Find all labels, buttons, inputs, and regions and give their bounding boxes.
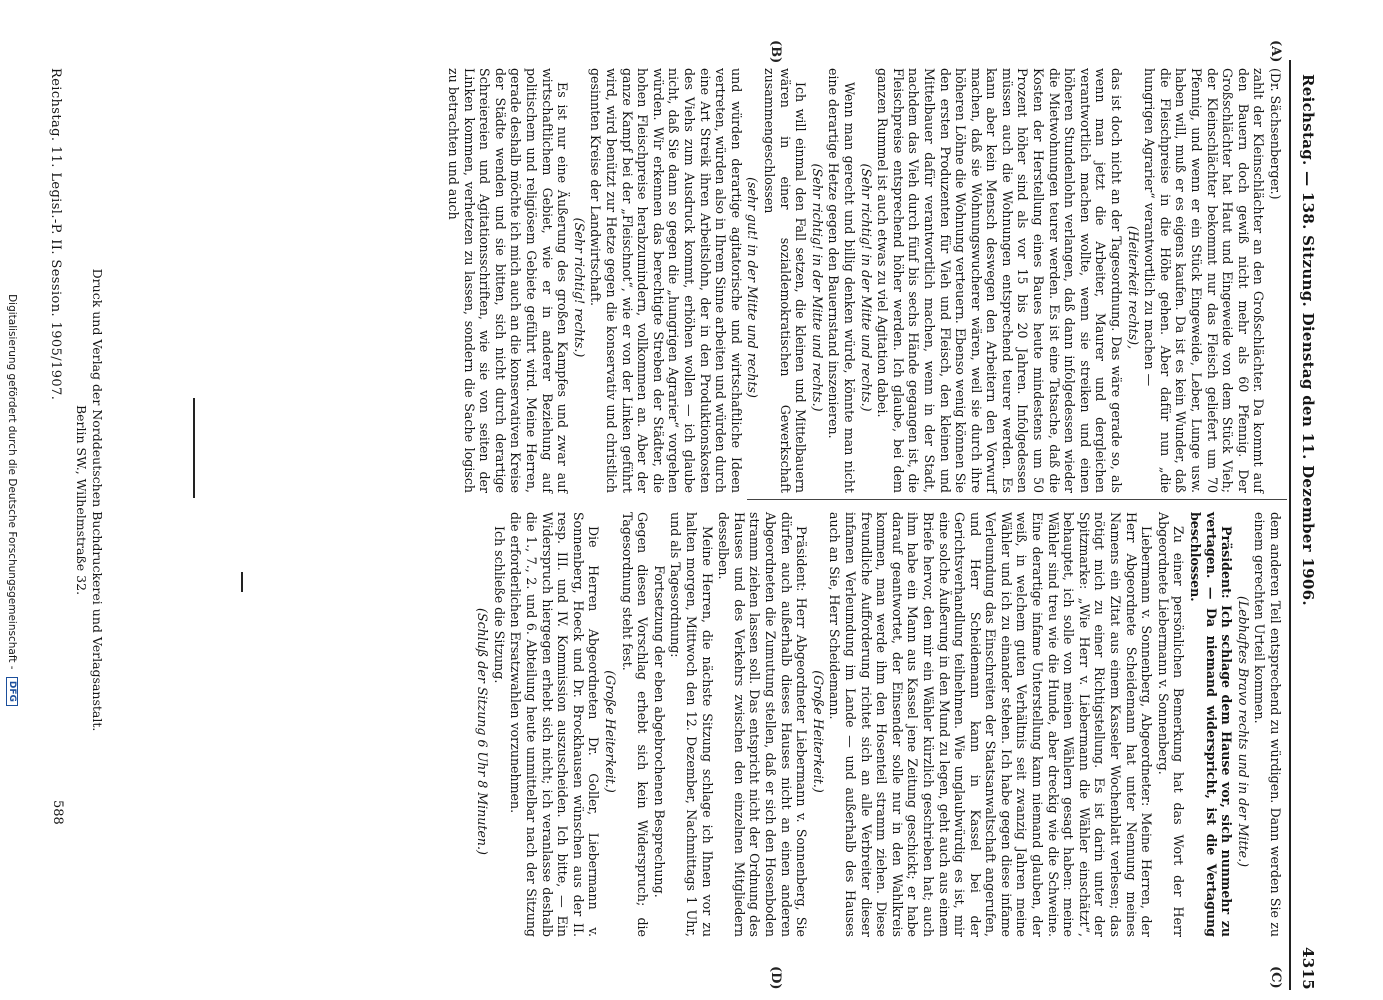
agenda-item: Fortsetzung der eben abgebrochenen Besprechung. <box>651 565 667 898</box>
paragraph: Die Herren Abgeordneten Dr. Goller, Liebermann v. Sonnenberg, Hoeck und Dr. Brockhausen wünschen aus der II. resp. III. und IV. Kommission auszuscheiden. Ich bitte, — Ein Widerspruch hiergegen erhebt sich nicht; ich veranlasse deshalb die 1., 7., 2. und 6. Abteilung heute unmittelbar nach der Sitzung die erforderlichen Ersatzwahlen vorzunehmen. <box>508 512 602 937</box>
footer-sheet-number: 588 <box>50 800 65 825</box>
printer-imprint <box>73 0 105 1000</box>
interjection: (Sehr richtig! in der Mitte und rechts.) <box>858 163 874 412</box>
paragraph: Ich schließe die Sitzung. <box>491 526 507 684</box>
margin-mark-b: (B) <box>768 40 783 64</box>
speaker-tag: (Dr. Sächsenberger.) <box>1268 68 1283 200</box>
page-number: 4315 <box>1299 947 1317 990</box>
digitization-credit <box>6 0 18 1000</box>
dfg-logo: DFG <box>6 677 18 706</box>
end-rule-left <box>193 398 195 498</box>
interjection: (Große Heiterkeit.) <box>810 670 826 793</box>
right-column <box>474 512 1283 937</box>
credit-text: Digitalisierung gefördert durch die Deutsche Forschungsgemeinschaft - <box>6 294 18 670</box>
president-statement: Präsident: Ich schlage dem Hause vor, sich nunmehr zu vertagen. — Da niemand widerspricht, ist die Vertagung beschlossen. <box>1188 512 1235 937</box>
president-statement: Präsident: Herr Abgeordneter Liebermann v. Sonnenberg, Sie dürfen auch außerhalb dieses Hauses nicht an einen anderen Abgeordneten die Zumutung stellen, daß er sich den Hosenboden stramm ziehen lassen soll. Das entspricht nicht der Ordnung des Hauses und des Verkehrs zwischen den einzelnen Mitgliedern desselben. <box>716 512 810 937</box>
paragraph: Wenn man gerecht und billig denken würde, könnte man nicht eine derartige Hetze gegen den Bauernstand inszenieren. <box>826 68 857 493</box>
paragraph: Ich will einmal den Fall setzen, die kleinen und Mittelbauern wären in einer sozialdemokratischen Gewerkschaft zusammengeschlossen <box>762 68 809 493</box>
interjection: (Lebhaftes Bravo rechts und in der Mitte.) <box>1235 595 1251 868</box>
paragraph: dem anderen Teil entsprechend zu würdigen. Dann werden Sie zu einem gerechten Urteil kommen. <box>1252 512 1283 937</box>
page-header <box>1293 60 1323 990</box>
header-title: Reichstag. — 138. Sitzung. Dienstag den 11. Dezember 1906. <box>1299 74 1317 606</box>
interjection: (Heiterkeit rechts), <box>1125 225 1141 350</box>
margin-mark-d: (D) <box>768 966 783 990</box>
paragraph: Meine Herren, die nächste Sitzung schlage ich Ihnen vor zu halten morgen, Mittwoch den 12. Dezember, Nachmittags 1 Uhr, und als Tagesordnung: <box>668 512 715 937</box>
paragraph: Es ist nur eine Äußerung des großen Kampfes und zwar auf wirtschaftlichem Gebiet, wie er in anderer Beziehung auf politischem und religiösem Gebiete geführt wird. Meine Herren, gerade deshalb möchte ich mich auch an die konservativen Kreise der Städte wenden und sie bitten, sich nicht durch derartige Schreiereien und Agitationsschriften, wie sie von seiten der Linken kommen, verhetzen zu lassen, sondern die Sache logisch zu betrachten und auch <box>446 68 571 493</box>
speaker-paragraph: Liebermann v. Sonnenberg, Abgeordneter: Meine Herren, der Herr Abgeordnete Scheidemann hat unter Nennung meines Namens ein Zitat aus einem Kasseler Wochenblatt verlesen; das nötigt mich zu einer Richtigstellung. Es ist darin unter der Spitzmarke: „Wie Herr v. Liebermann die Wähler einschätzt“, behauptet, ich solle von meinen Wählern gesagt haben: meine Wähler sind treu wie die Hunde, aber dreckig wie die Schweine. Eine derartige infame Unterstellung kann niemand glauben, der weiß, in welchem guten Verhältnis seit zwanzig Jahren meine Wähler und ich zu einander stehen. Ich habe gegen diese infame Verleumdung das Einschreiten der Staatsanwaltschaft angerufen, und Herr Scheidemann kann in Kassel bei der Gerichtsverhandlung teilnehmen. Wie unglaubwürdig es ist, mir eine solche Äußerung in den Mund zu legen, geht auch aus einem Briefe hervor, den mir ein Wähler kürzlich geschrieben hat; auch ihm habe ein Mann aus Kassel jene Zeitung geschickt; er habe darauf geantwortet, der Einsender solle nur in den Wahlkreis kommen, man werde ihm den Hosenteil stramm ziehen. Diese freundliche Aufforderung richtet sich an alle Verbreiter dieser infamen Verleumdung im Lande — und außerhalb des Hauses auch an Sie, Herr Scheidemann. <box>827 512 1155 937</box>
end-rule-right <box>241 572 243 592</box>
session-close: (Schluß der Sitzung 6 Uhr 8 Minuten.) <box>475 608 491 855</box>
paragraph: und würden derartige agitatorische und wirtschaftliche Ideen vertreten, würden also in Ihrem Sinne arbeiten und würden durch eine Art Streik ihren Arbeitslohn, der in den Produktionskosten des Viehs zum Ausdruck kommt, erhöhen wollen — ich glaube nicht, daß Sie dann so gegen die „hungrigen Agrarier“ vorgehen würden. Wir erkennen das berechtigte Streben der Städter, die hohen Fleischpreise herabzumindern, vollkommen an. Aber der ganze Kampf bei der „Fleischnot“, wie er von der Linken geführt wird, wird benützt zur Hetze gegen die konservativ und christlich gesinnten Kreise der Landwirtschaft. <box>588 68 744 493</box>
margin-mark-a: (A) <box>1268 40 1283 63</box>
imprint-line-2: Berlin SW., Wilhelmstraße 32. <box>74 404 89 596</box>
left-column <box>445 68 1283 493</box>
header-rule <box>1289 60 1291 990</box>
footer-session: Reichstag. 11. Legisl.-P. II. Session. 1905/1907. <box>48 68 63 401</box>
interjection: (Sehr richtig! rechts.) <box>571 217 587 358</box>
interjection: (Große Heiterkeit.) <box>603 670 619 793</box>
imprint-line-1: Druck und Verlag der Norddeutschen Buchdruckerei und Verlagsanstalt. <box>90 268 105 732</box>
margin-mark-c: (C) <box>1268 966 1283 989</box>
paragraph: zahlt der Kleinschlächter an den Großschlächter. Da kommt auf den Bauern doch gewiß nicht mehr als 60 Pfennig. Der Großschlächter hat Haut und Eingeweide von dem Stück Vieh; der Kleinschlächter bekommt nur das Fleisch geliefert um 70 Pfennig, und wenn er ein Stück Eingeweide, Leber, Lunge usw. haben will, muß er es eigens kaufen. Da ist es kein Wunder, daß die Fleischpreise in die Höhe gehen. Aber dafür nun „die hungrigen Agrarier“ verantwortlich zu machen — <box>1142 68 1267 493</box>
paragraph: Zu einer persönlichen Bemerkung hat das Wort der Herr Abgeordnete Liebermann v. Sonnenberg. <box>1155 512 1187 937</box>
paragraph: Gegen diesen Vorschlag erhebt sich kein Widerspruch; die Tagesordnung steht fest. <box>619 512 651 937</box>
interjection: (sehr gut! in der Mitte und rechts) <box>745 177 761 398</box>
interjection: (Sehr richtig! in der Mitte und rechts.) <box>809 163 825 412</box>
column-divider <box>747 499 1287 500</box>
paragraph: das ist doch nicht an der Tagesordnung. Das wäre gerade so, als wenn man jetzt die Arbeiter, Maurer und dergleichen verantwortlich machen wollte, wenn sie streiken und einen höheren Stundenlohn verlangen, daß dann infolgedessen wieder die Mietwohnungen teurer werden. Es ist eine Tatsache, daß die Kosten der Herstellung eines Baues heute mindestens um 50 Prozent höher sind als vor 15 bis 20 Jahren. Infolgedessen müssen auch die Wohnungen entsprechend teurer werden. Es kann aber kein Mensch deswegen den Arbeitern den Vorwurf machen, daß sie Wohnungswucherer wären, weil sie durch ihre höheren Löhne die Wohnung verteuern. Ebenso wenig können Sie den ersten Produzenten für Vieh und Fleisch, den kleinen und Mittelbauer dafür verantwortlich machen, wenn in der Stadt, nachdem das Vieh durch fünf bis sechs Hände gegangen ist, die Fleischpreise entsprechend höher werden. Ich glaube, bei dem ganzen Rummel ist auch etwas zu viel Agitation dabei. <box>875 68 1125 493</box>
